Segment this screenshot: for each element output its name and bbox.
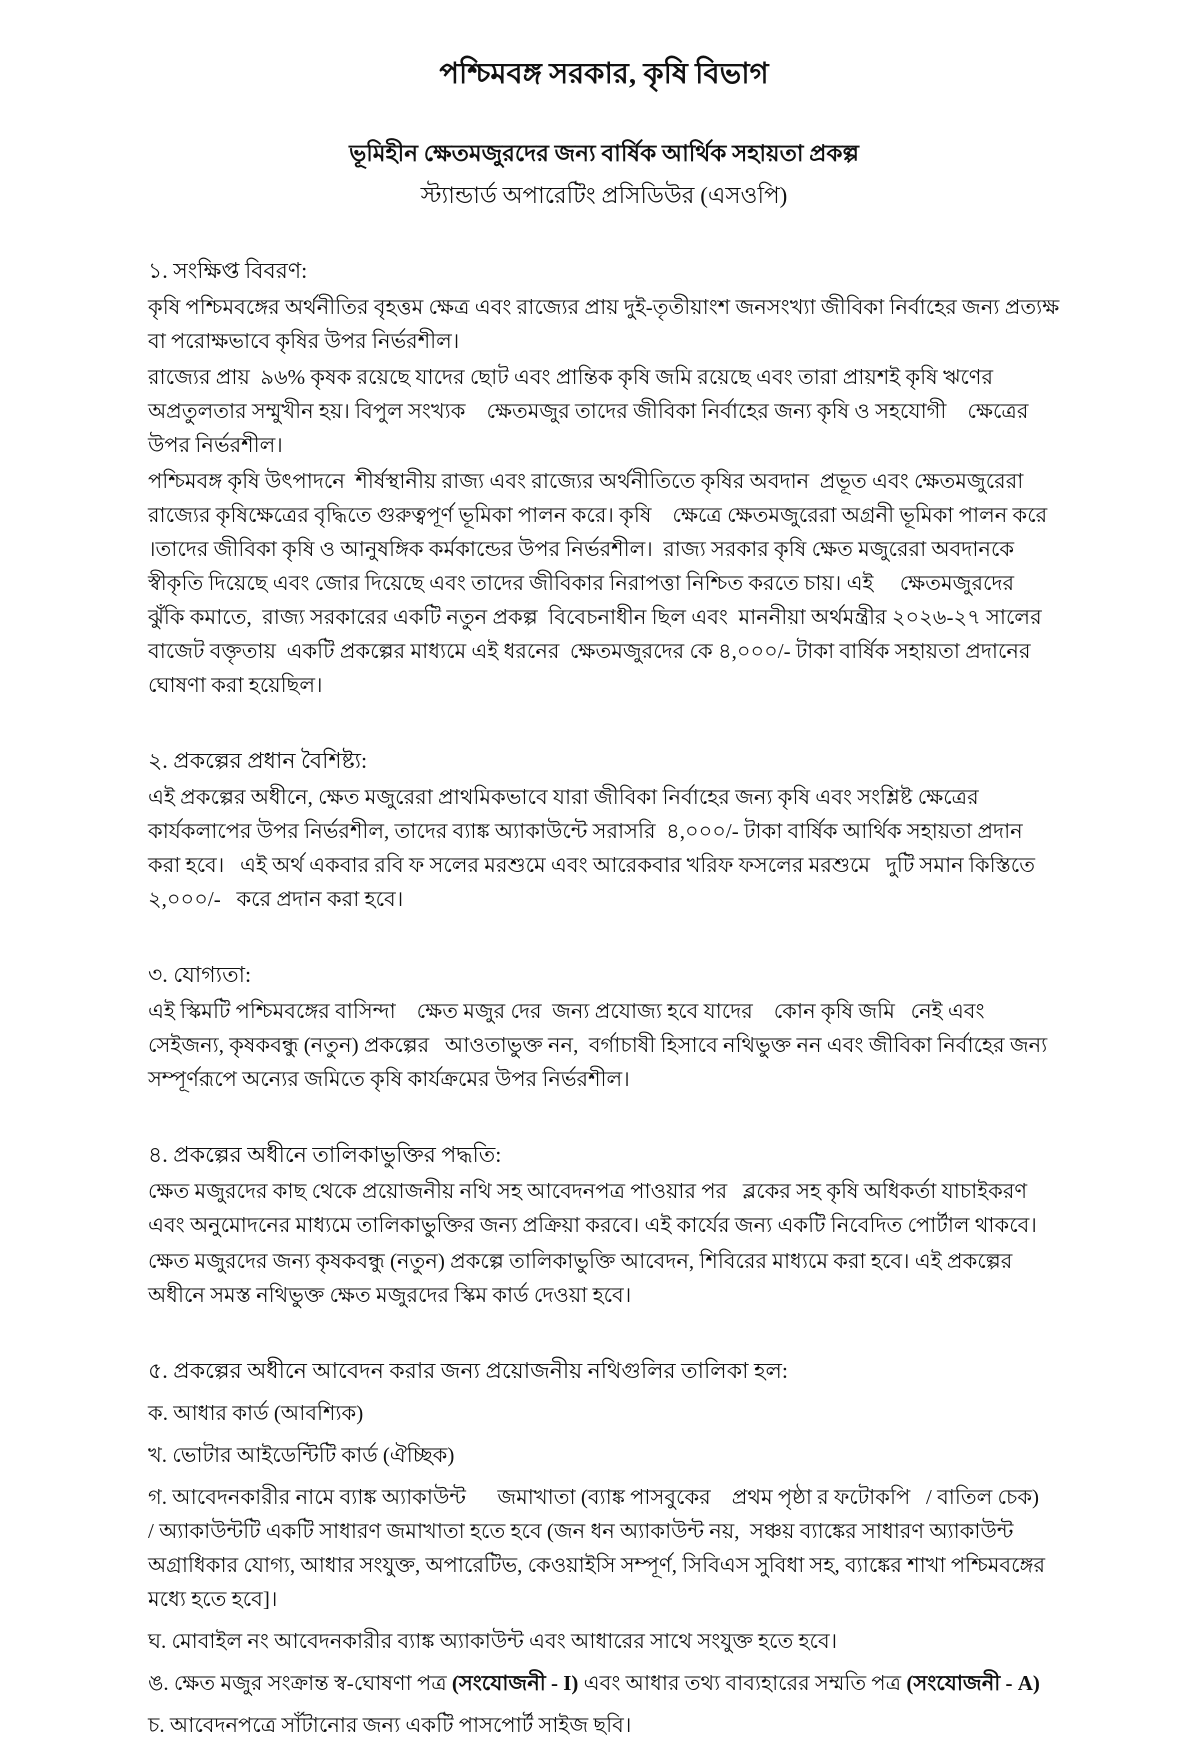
section-1-paragraph-1: কৃষি পশ্চিমবঙ্গের অর্থনীতির বৃহত্তম ক্ষেত্র এবং রাজ্যের প্রায় দুই-তৃতীয়াংশ জনসংখ্যা জীবিকা নির্বাহের জন্য প্রত্যক্ষ বা পরোক্ষভাবে কৃষির উপর নির্ভরশীল।	[148, 295, 1065, 353]
section-1-paragraph-3: পশ্চিমবঙ্গ কৃষি উৎপাদনে শীর্ষস্থানীয় রাজ্য এবং রাজ্যের অর্থনীতিতে কৃষির অবদান প্রভূত এবং ক্ষেতমজুরেরা রাজ্যের কৃষিক্ষেত্রের বৃদ্ধিতে গুরুত্বপূর্ণ ভূমিকা পালন করে। কৃষি ক্ষেত্রে ক্ষেতমজুরেরা অগ্রনী ভূমিকা পালন করে ।তাদের জীবিকা কৃষি ও আনুষঙ্গিক কর্মকান্ডের উপর নির্ভরশীল। রাজ্য সরকার কৃষি ক্ষেত মজুরেরা অবদানকে স্বীকৃতি দিয়েছে এবং জোর দিয়েছে এবং তাদের জীবিকার নিরাপত্তা নিশ্চিত করতে চায়। এই ক্ষেতমজুরদের ঝুঁকি কমাতে, রাজ্য সরকারের একটি নতুন প্রকল্প বিবেচনাধীন ছিল এবং মাননীয়া অর্থমন্ত্রীর ২০২৬-২৭ সালের বাজেট বক্তৃতায় একটি প্রকল্পের মাধ্যমে এই ধরনের ক্ষেতমজুরদের কে ৪,০০০/- টাকা বার্ষিক সহায়তা প্রদানের ঘোষণা করা হয়েছিল।	[148, 469, 1058, 697]
section-1-paragraph-2: রাজ্যের প্রায় ৯৬% কৃষক রয়েছে যাদের ছোট এবং প্রান্তিক কৃষি জমি রয়েছে এবং তারা প্রায়শই কৃষি ঋণের অপ্রতুলতার সম্মুখীন হয়। বিপুল সংখ্যক ক্ষেতমজুর তাদের জীবিকা নির্বাহের জন্য কৃষি ও সহযোগী ক্ষেত্রের উপর নির্ভরশীল।	[148, 365, 1034, 457]
section-eligibility	[148, 958, 1079, 1096]
section-2-paragraph-1: এই প্রকল্পের অধীনে, ক্ষেত মজুরেরা প্রাথমিকভাবে যারা জীবিকা নির্বাহের জন্য কৃষি এবং সংশ্লিষ্ট ক্ষেত্রের কার্যকলাপের উপর নির্ভরশীল, তাদের ব্যাঙ্ক অ্যাকাউন্টে সরাসরি ৪,০০০/- টাকা বার্ষিক আর্থিক সহায়তা প্রদান করা হবে। এই অর্থ একবার রবি ফ সলের মরশুমে এবং আরেকবার খরিফ ফসলের মরশুমে দুটি সমান কিস্তিতে ২,০০০/- করে প্রদান করা হবে।	[148, 785, 1046, 911]
document-title: পশ্চিমবঙ্গ সরকার, কৃষি বিভাগ	[439, 58, 769, 90]
section-enrolment-procedure	[148, 1138, 1060, 1312]
section-brief-description	[148, 254, 1065, 702]
list-item-ka: ক. আধার কার্ড (আবশ্যিক)	[148, 1401, 364, 1425]
list-item-uma-text-2: এবং আধার তথ্য বাব্যহারের সম্মতি পত্র	[578, 1671, 907, 1695]
section-5-heading: ৫. প্রকল্পের অধীনে আবেদন করার জন্য প্রয়োজনীয় নথিগুলির তালিকা হল:	[148, 1358, 789, 1383]
section-4-paragraph-2: ক্ষেত মজুরদের জন্য কৃষকবন্ধু (নতুন) প্রকল্পে তালিকাভুক্তি আবেদন, শিবিরের মাধ্যমে করা হবে। এই প্রকল্পের অধীনে সমস্ত নথিভুক্ত ক্ষেত মজুরদের স্কিম কার্ড দেওয়া হবে।	[148, 1249, 1018, 1307]
list-item-uma	[148, 1666, 1060, 1700]
annexure-i-reference: (সংযোজনী - I)	[451, 1671, 579, 1695]
section-required-documents	[148, 1354, 1060, 1742]
section-main-features	[148, 744, 1060, 916]
section-3-heading: ৩. যোগ্যতা:	[148, 962, 252, 987]
list-item-uma-text: ঙ. ক্ষেত মজুর সংক্রান্ত স্ব-ঘোষণা পত্র	[148, 1671, 452, 1695]
annexure-a-reference: (সংযোজনী - A)	[906, 1671, 1040, 1695]
section-1-heading: ১. সংক্ষিপ্ত বিবরণ:	[148, 258, 308, 283]
list-item-kha: খ. ভোটার আইডেন্টিটি কার্ড (ঐচ্ছিক)	[148, 1443, 455, 1467]
list-item-gha: ঘ. মোবাইল নং আবেদনকারীর ব্যাঙ্ক অ্যাকাউন্ট এবং আধারের সাথে সংযুক্ত হতে হবে।	[148, 1629, 838, 1653]
section-3-paragraph-1: এই স্কিমটি পশ্চিমবঙ্গের বাসিন্দা ক্ষেত মজুর দের জন্য প্রযোজ্য হবে যাদের কোন কৃষি জমি নেই এবং সেইজন্য, কৃষকবন্ধু (নতুন) প্রকল্পের আওতাভুক্ত নন, বর্গাচাষী হিসাবে নথিভুক্ত নন এবং জীবিকা নির্বাহের জন্য সম্পূর্ণরূপে অন্যের জমিতে কৃষি কার্যক্রমের উপর নির্ভরশীল।	[148, 999, 1079, 1091]
required-documents-list	[148, 1396, 1060, 1742]
sop-subtitle: স্ট্যান্ডার্ড অপারেটিং প্রসিডিউর (এসওপি)	[420, 183, 788, 208]
section-4-paragraph-1: ক্ষেত মজুরদের কাছ থেকে প্রয়োজনীয় নথি সহ আবেদনপত্র পাওয়ার পর ব্লকের সহ কৃষি অধিকর্তা যাচাইকরণ এবং অনুমোদনের মাধ্যমে তালিকাভুক্তির জন্য প্রক্রিয়া করবে। এই কার্যের জন্য একটি নিবেদিত পোর্টাল থাকবে।	[148, 1179, 1037, 1237]
scheme-title: ভূমিহীন ক্ষেতমজুরদের জন্য বার্ষিক আর্থিক সহায়তা প্রকল্প	[349, 141, 859, 166]
section-4-heading: ৪. প্রকল্পের অধীনে তালিকাভুক্তির পদ্ধতি:	[148, 1142, 502, 1167]
list-item-ga: গ. আবেদনকারীর নামে ব্যাঙ্ক অ্যাকাউন্ট জমাখাতা (ব্যাঙ্ক পাসবুকের প্রথম পৃষ্ঠা র ফটোকপি / বাতিল চেক) / অ্যাকাউন্টটি একটি সাধারণ জমাখাতা হতে হবে (জন ধন অ্যাকাউন্ট নয়, সঞ্চয় ব্যাঙ্কের সাধারণ অ্যাকাউন্ট অগ্রাধিকার যোগ্য, আধার সংযুক্ত, অপারেটিভ, কেওয়াইসি সম্পূর্ণ, সিবিএস সুবিধা সহ, ব্যাঙ্কের শাখা পশ্চিমবঙ্গের মধ্যে হতে হবে]।	[148, 1485, 1061, 1611]
list-item-cha: চ. আবেদনপত্রে সাঁটানোর জন্য একটি পাসপোর্ট সাইজ ছবি।	[148, 1713, 632, 1737]
section-2-heading: ২. প্রকল্পের প্রধান বৈশিষ্ট্য:	[148, 748, 368, 773]
